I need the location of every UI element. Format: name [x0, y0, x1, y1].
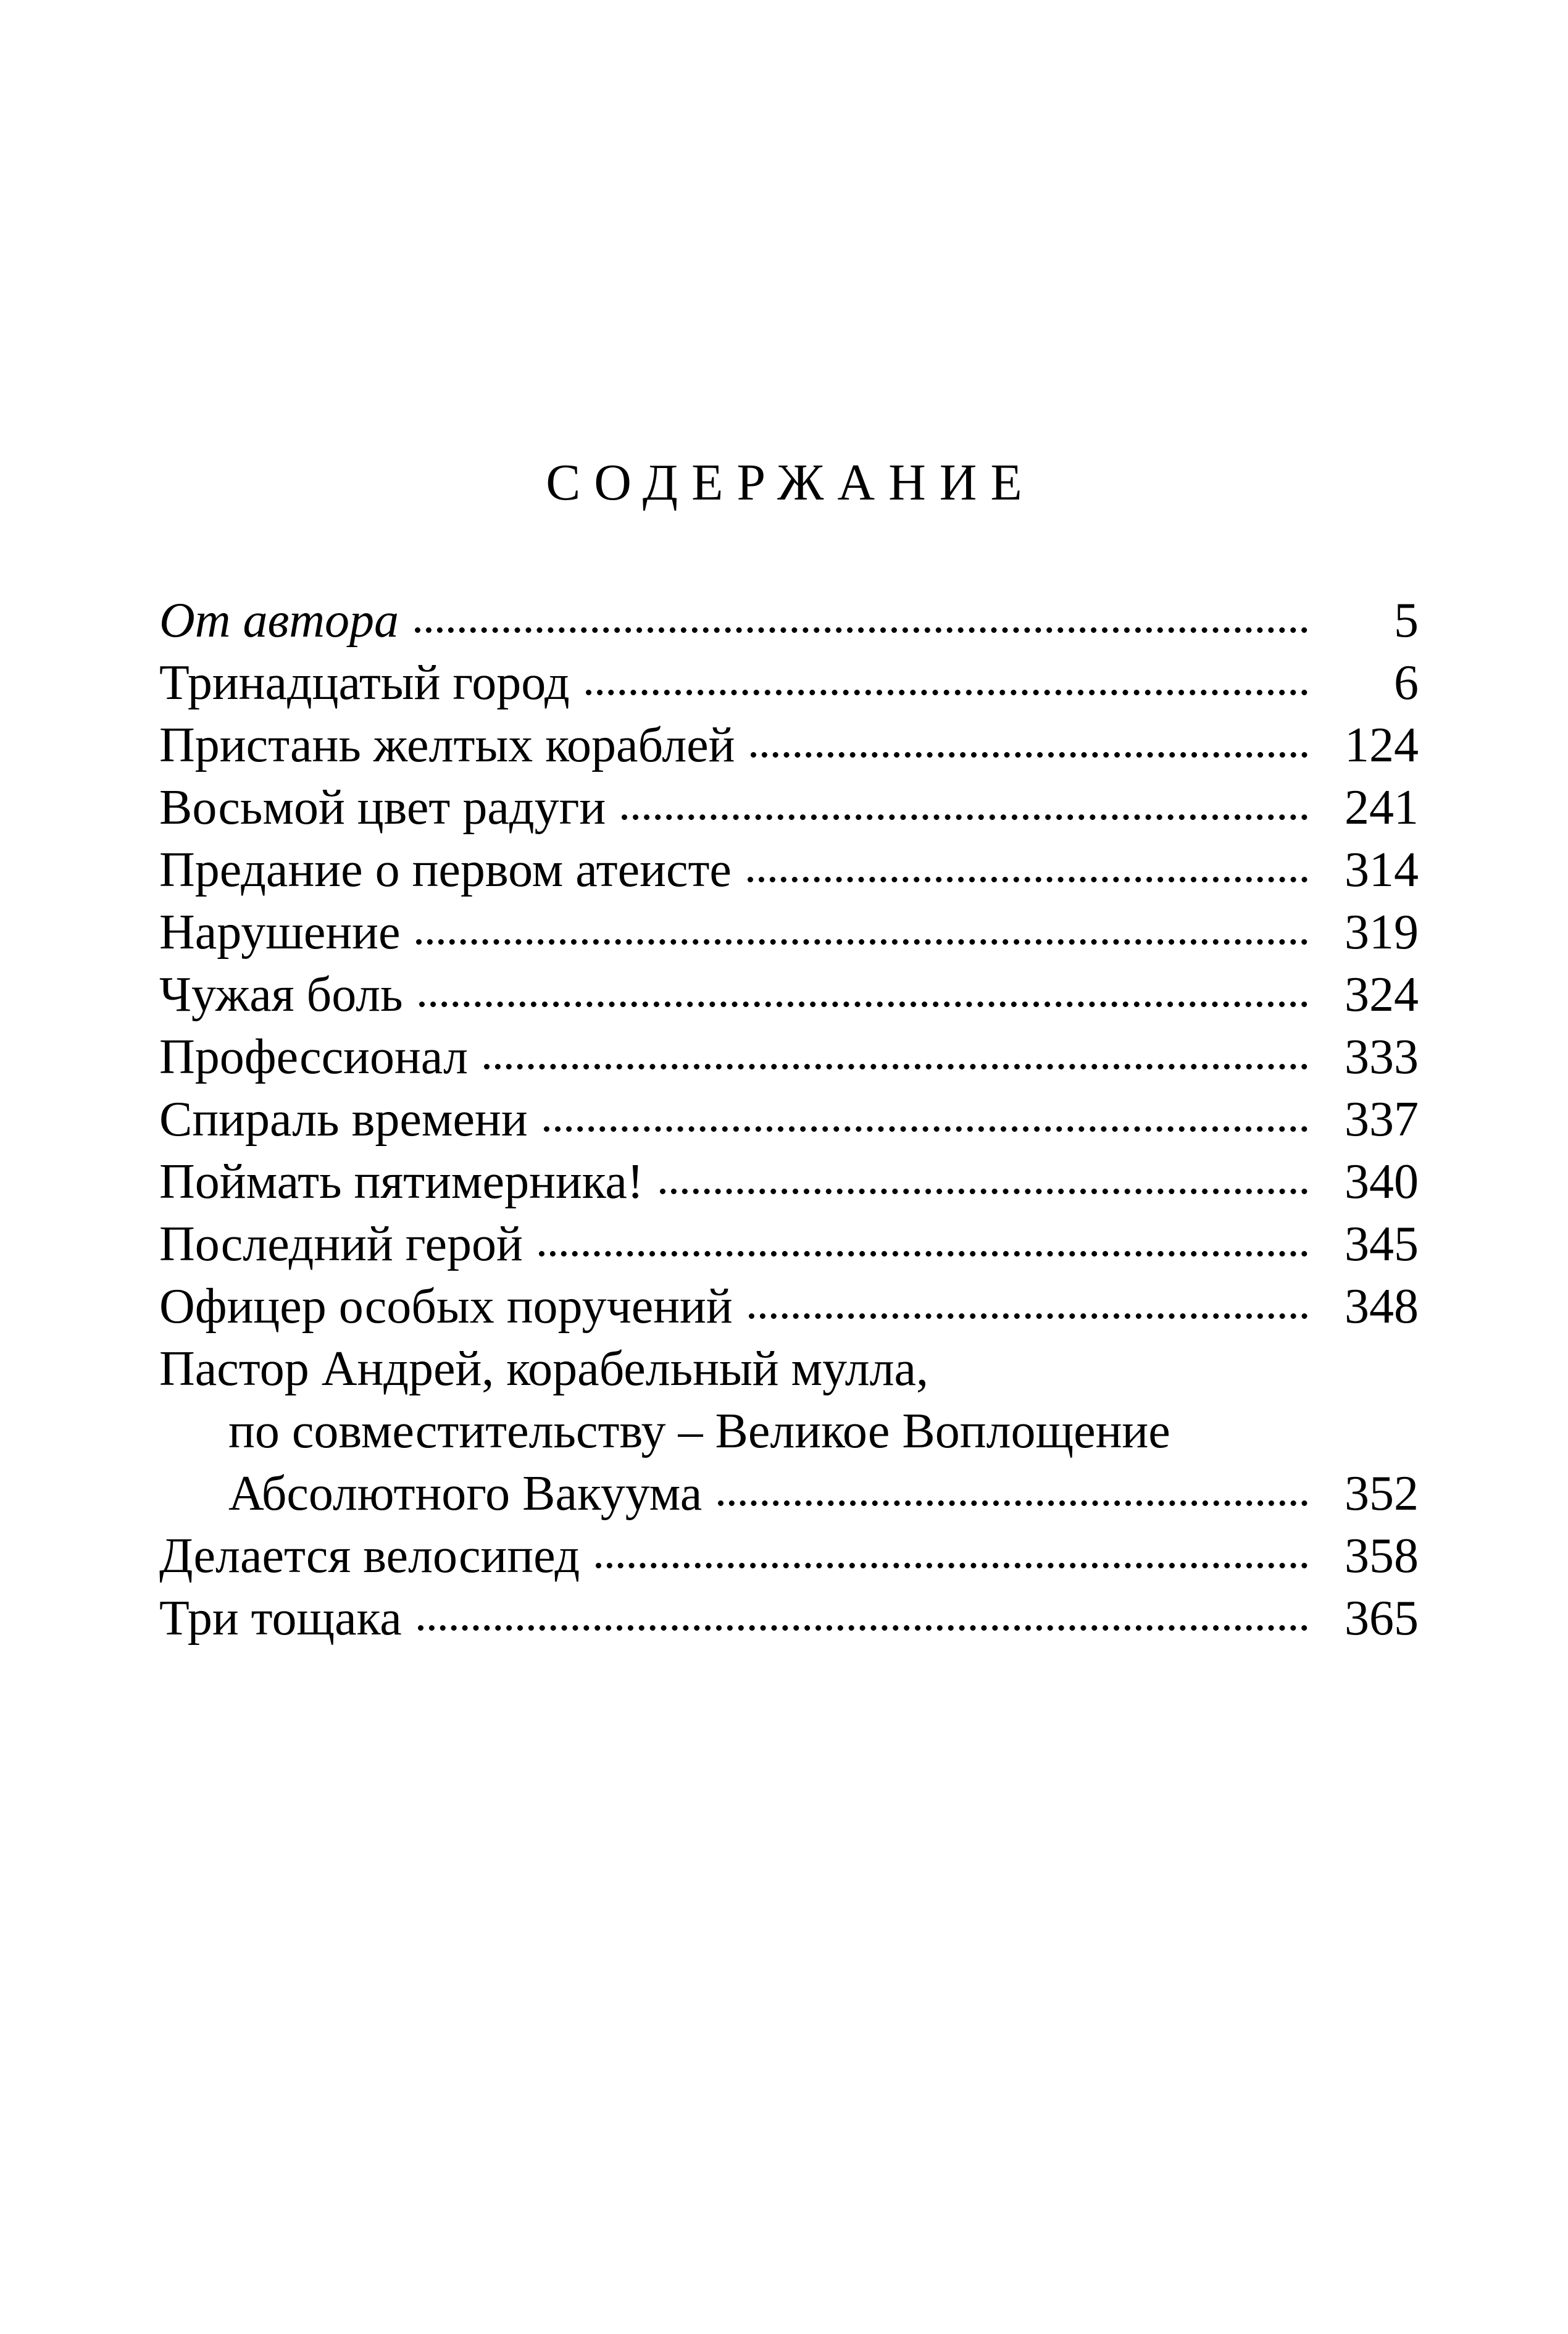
toc-entry-title: Три тощака: [159, 1591, 402, 1646]
dot-leader: [416, 939, 1307, 945]
dot-leader: [539, 1251, 1307, 1257]
toc-entry-page: 340: [1345, 1155, 1419, 1209]
toc-entry: [159, 1587, 1419, 1650]
toc-entry-title: Чужая боль: [159, 968, 403, 1022]
toc-entry-title: Профессионал: [159, 1030, 468, 1084]
toc-entry-title: От автора: [159, 593, 399, 648]
dot-leader: [748, 877, 1307, 882]
dot-leader: [751, 752, 1307, 758]
toc-entry-page: 6: [1394, 656, 1419, 710]
toc-entry-title: Нарушение: [159, 905, 401, 960]
toc-entry-title: Делается велосипед: [159, 1529, 580, 1583]
toc-entry-title: Предание о первом атеисте: [159, 843, 732, 897]
toc-entry-page: 333: [1345, 1030, 1419, 1084]
toc-entry-title: Восьмой цвет радуги: [159, 780, 606, 835]
toc-entry: [159, 1089, 1419, 1151]
toc-entry-title: Пристань желтых кораблей: [159, 718, 735, 772]
toc-entry-title: Офицер особых поручений: [159, 1279, 733, 1334]
dot-leader: [622, 814, 1307, 820]
dot-leader: [544, 1126, 1307, 1132]
toc-entry-title-line: Абсолютного Вакуума: [228, 1466, 703, 1521]
toc-entry: [159, 901, 1419, 964]
toc-entry: [159, 1463, 1419, 1525]
toc-entry: [159, 777, 1419, 839]
toc-entry-page: 337: [1345, 1092, 1419, 1147]
toc-entry-page: 348: [1345, 1279, 1419, 1334]
dot-leader: [484, 1064, 1307, 1069]
dot-leader: [749, 1313, 1307, 1319]
dot-leader: [586, 690, 1307, 695]
toc-entry-page: 5: [1394, 593, 1419, 648]
toc-entry-title-line: по совместительству – Великое Воплощение: [228, 1404, 1170, 1458]
toc-entry: [159, 1525, 1419, 1587]
toc-entry: [159, 1026, 1419, 1089]
toc-entry-page: 345: [1345, 1217, 1419, 1271]
toc-entry-title: Последний герой: [159, 1217, 523, 1271]
toc-entry-page: 124: [1345, 718, 1419, 772]
toc-entry: [159, 839, 1419, 901]
toc-entry-title: Поймать пятимерника!: [159, 1155, 644, 1209]
toc-entry: [159, 964, 1419, 1026]
toc-entry-line: [159, 1400, 1419, 1463]
dot-leader: [596, 1563, 1307, 1568]
toc-entry: [159, 714, 1419, 777]
toc-entry-line: [159, 1338, 1419, 1400]
toc-entry: [159, 1213, 1419, 1276]
toc-entry-title: Тринадцатый город: [159, 656, 570, 710]
toc-entry-page: 241: [1345, 780, 1419, 835]
toc-entry-page: 314: [1345, 843, 1419, 897]
dot-leader: [718, 1500, 1307, 1506]
toc-entry: [159, 652, 1419, 714]
toc-entry-page: 365: [1345, 1591, 1419, 1646]
toc-entry-page: 319: [1345, 905, 1419, 960]
dot-leader: [418, 1625, 1307, 1631]
toc-heading: СОДЕРЖАНИЕ: [546, 454, 1036, 511]
toc-entry: [159, 1276, 1419, 1338]
dot-leader: [415, 627, 1307, 633]
toc-entry-page: 352: [1345, 1466, 1419, 1521]
toc-entry: [159, 590, 1419, 652]
toc-entry: [159, 1151, 1419, 1213]
dot-leader: [419, 1002, 1307, 1007]
toc-entry-page: 358: [1345, 1529, 1419, 1583]
dot-leader: [660, 1189, 1308, 1194]
toc-entry-title-line: Пастор Андрей, корабельный мулла,: [159, 1342, 929, 1396]
toc-list: [159, 590, 1419, 1650]
toc-entry-title: Спираль времени: [159, 1092, 528, 1147]
toc-entry-page: 324: [1345, 968, 1419, 1022]
